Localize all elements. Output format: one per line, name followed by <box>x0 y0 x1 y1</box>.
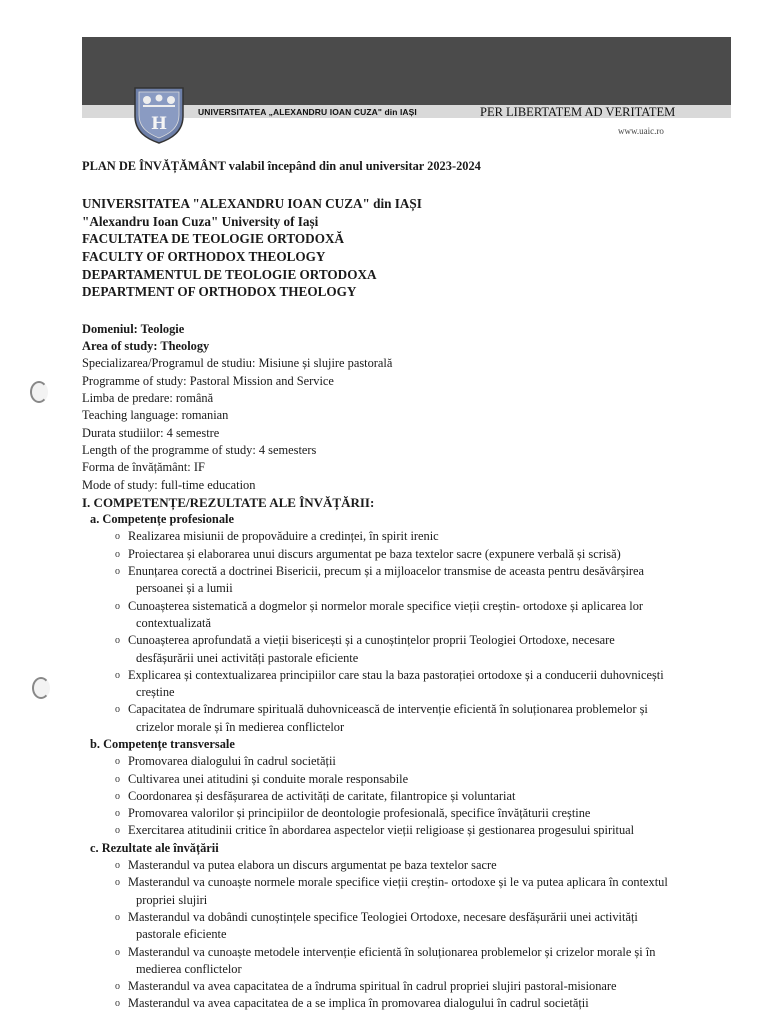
list-item-text: creștine <box>136 685 175 700</box>
list-item <box>115 978 750 995</box>
list-item-text: Masterandul va avea capacitatea de a se implica în promovarea dialogului în cadrul societății <box>128 996 589 1011</box>
list-item <box>115 909 750 944</box>
bullet-icon: o <box>115 998 120 1010</box>
bullet-icon: o <box>115 773 120 785</box>
list-item-text: Cunoașterea aprofundată a vieții bisericești și a cunoștințelor proprii Teologiei Ortodoxe, necesare <box>128 633 615 648</box>
list-item <box>115 788 750 805</box>
plan-title: PLAN DE ÎNVĂȚĂMÂNT valabil începând din anul universitar 2023-2024 <box>82 159 481 173</box>
list-item-text: Explicarea și contextualizarea principiilor care stau la baza pastorației ortodoxe și a conducerii duhovnicești <box>128 667 664 682</box>
list-item-text: Capacitatea de îndrumare spirituală duhovnicească de intervenție eficientă în soluționarea problemelor și <box>128 702 648 717</box>
document-body <box>82 158 750 1013</box>
punch-hole-icon <box>32 677 50 699</box>
list-item <box>115 563 750 598</box>
list-item-text: Masterandul va putea elabora un discurs argumentat pe baza textelor sacre <box>128 858 497 873</box>
list-item-text: medierea conflictelor <box>136 961 242 976</box>
bullet-icon: o <box>115 808 120 820</box>
competence-list <box>82 528 750 736</box>
bullet-icon: o <box>115 877 120 889</box>
list-item-text: propriei slujiri <box>136 892 208 907</box>
list-item-text: Coordonarea și desfășurarea de activități de caritate, filantropice și voluntariat <box>128 788 516 803</box>
program-line: Programme of study: Pastoral Mission and Service <box>82 373 334 388</box>
list-item-text: Enunțarea corectă a doctrinei Bisericii, precum și a mijloacelor transmise de aceasta pentru desăvârșirea <box>128 564 645 579</box>
motto: PER LIBERTATEM AD VERITATEM <box>480 105 676 119</box>
list-item <box>115 701 750 736</box>
list-item <box>115 874 750 909</box>
institution-block <box>82 195 750 301</box>
institution-line: DEPARTMENT OF ORTHODOX THEOLOGY <box>82 284 357 300</box>
program-line: Specializarea/Programul de studiu: Misiune și slujire pastorală <box>82 356 393 371</box>
list-item <box>115 857 750 874</box>
domain-en: Area of study: Theology <box>82 339 210 354</box>
university-crest-icon <box>133 86 185 144</box>
list-item-text: contextualizată <box>136 615 211 630</box>
bullet-icon: o <box>115 566 120 578</box>
list-item-text: Promovarea valorilor și principiilor de deontologie profesională, specifice învățăturii creștine <box>128 806 591 821</box>
program-info <box>82 321 750 494</box>
domain-ro: Domeniul: Teologie <box>82 321 185 336</box>
bullet-icon: o <box>115 531 120 543</box>
bullet-icon: o <box>115 825 120 837</box>
list-item <box>115 805 750 822</box>
list-item-text: Masterandul va cunoaște metodele intervenție eficientă în soluționarea problemelor și crizelor morale și în <box>128 944 656 959</box>
bullet-icon: o <box>115 669 120 681</box>
list-item-text: Masterandul va dobândi cunoștințele specifice Teologiei Ortodoxe, necesare desfășurării unei activități <box>128 909 638 924</box>
program-line: Forma de învățământ: IF <box>82 460 205 475</box>
program-line: Limba de predare: română <box>82 391 214 406</box>
bullet-icon: o <box>115 704 120 716</box>
list-item <box>115 944 750 979</box>
list-item-text: Promovarea dialogului în cadrul societății <box>128 754 336 769</box>
bullet-icon: o <box>115 860 120 872</box>
list-item <box>115 632 750 667</box>
list-item-text: Masterandul va cunoaște normele morale specifice vieții creștin- ortodoxe și le va putea aplicara în contextul <box>128 875 668 890</box>
program-line: Mode of study: full-time education <box>82 477 256 492</box>
list-item <box>115 667 750 702</box>
institution-line: DEPARTAMENTUL DE TEOLOGIE ORTODOXA <box>82 266 377 282</box>
competence-list <box>82 857 750 1013</box>
list-item-text: crizelor morale și în medierea conflictelor <box>136 719 345 734</box>
list-item <box>115 598 750 633</box>
competence-list <box>82 753 750 839</box>
list-item-text: Cunoașterea sistematică a dogmelor și normelor morale specifice vieții creștin- ortodoxe și aplicarea lor <box>128 598 644 613</box>
list-item-text: Masterandul va avea capacitatea de a îndruma spiritual în cadrul propriei slujiri pastoral-misionare <box>128 979 617 994</box>
bullet-icon: o <box>115 635 120 647</box>
bullet-icon: o <box>115 756 120 768</box>
list-item <box>115 822 750 839</box>
list-item <box>115 528 750 545</box>
list-item-text: Proiectarea și elaborarea unui discurs argumentat pe baza textelor sacre (expunere verbală și scrisă) <box>128 546 621 561</box>
punch-hole-icon <box>30 381 48 403</box>
bullet-icon: o <box>115 600 120 612</box>
institution-line: UNIVERSITATEA "ALEXANDRU IOAN CUZA" din IAȘI <box>82 196 422 212</box>
bullet-icon: o <box>115 946 120 958</box>
institution-line: "Alexandru Ioan Cuza" University of Iași <box>82 213 319 229</box>
list-item <box>115 995 750 1012</box>
program-line: Length of the programme of study: 4 semesters <box>82 442 317 457</box>
list-item-text: persoanei și a lumii <box>136 581 233 596</box>
subsection-title: a. Competențe profesionale <box>90 512 234 527</box>
list-item-text: Cultivarea unei atitudini și conduite morale responsabile <box>128 771 409 786</box>
list-item-text: pastorale eficiente <box>136 927 227 942</box>
bullet-icon: o <box>115 981 120 993</box>
institution-line: FACULTY OF ORTHODOX THEOLOGY <box>82 249 326 265</box>
list-item-text: Realizarea misiunii de propovăduire a credinței, în spirit irenic <box>128 529 439 544</box>
list-item-text: Exercitarea atitudinii critice în abordarea aspectelor vieții religioase și gestionarea progesului spiritual <box>128 823 635 838</box>
list-item <box>115 771 750 788</box>
website: www.uaic.ro <box>618 126 664 136</box>
program-line: Teaching language: romanian <box>82 408 229 423</box>
list-item <box>115 546 750 563</box>
bullet-icon: o <box>115 548 120 560</box>
subsection-title: b. Competențe transversale <box>90 736 235 751</box>
university-caption: UNIVERSITATEA „ALEXANDRU IOAN CUZA" din IAȘI <box>198 107 417 117</box>
subsection-title: c. Rezultate ale învățării <box>90 840 219 855</box>
competences-section <box>82 511 750 1013</box>
list-item-text: desfășurării unei activități pastorale eficiente <box>136 650 359 665</box>
bullet-icon: o <box>115 911 120 923</box>
bullet-icon: o <box>115 790 120 802</box>
svg-text:H: H <box>150 114 168 134</box>
list-item <box>115 753 750 770</box>
program-line: Durata studiilor: 4 semestre <box>82 425 220 440</box>
institution-line: FACULTATEA DE TEOLOGIE ORTODOXĂ <box>82 231 344 247</box>
section-title: I. COMPETENȚE/REZULTATE ALE ÎNVĂȚĂRII: <box>82 494 375 510</box>
